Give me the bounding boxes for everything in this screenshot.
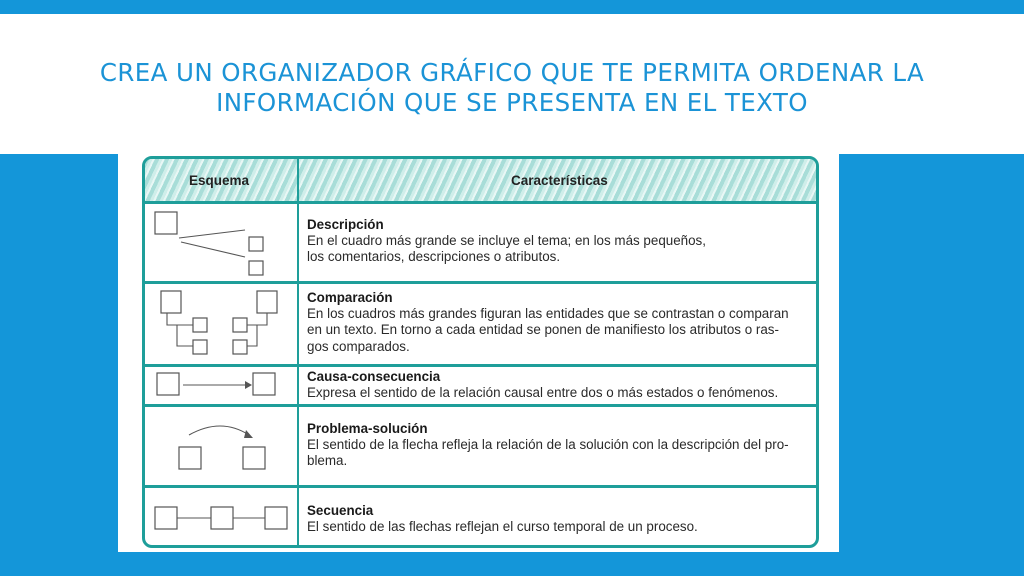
- top-blue-bar: [0, 0, 1024, 14]
- row-text: El sentido de la flecha refleja la relación de la solución con la descripción del pro-: [307, 437, 789, 453]
- descripcion-diagram: [149, 209, 293, 279]
- row-text: En los cuadros más grandes figuran las entidades que se contrastan o comparan: [307, 306, 789, 322]
- row-problema-solucion: [307, 421, 810, 470]
- row-comparacion: [307, 290, 810, 355]
- row-text: los comentarios, descripciones o atributos.: [307, 249, 561, 265]
- row-separator: [145, 364, 816, 367]
- header-caracteristicas: Características: [511, 173, 608, 188]
- row-descripcion: [307, 217, 810, 266]
- comparacion-diagram: [149, 288, 293, 362]
- row-title-comparacion: Comparación: [307, 290, 393, 305]
- schema-causa-consecuencia: [149, 370, 293, 400]
- organizer-figure: [118, 154, 839, 552]
- row-secuencia: [307, 503, 810, 535]
- row-text: Expresa el sentido de la relación causal entre dos o más estados o fenómenos.: [307, 385, 779, 401]
- slide-title-line-1: CREA UN ORGANIZADOR GRÁFICO QUE TE PERMITA ORDENAR LA: [99, 58, 925, 87]
- slide-title-line-2: INFORMACIÓN QUE SE PRESENTA EN EL TEXTO: [216, 88, 808, 117]
- row-title-problema-solucion: Problema-solución: [307, 421, 428, 436]
- title-band: [0, 14, 1024, 154]
- row-text: en un texto. En torno a cada entidad se ponen de manifiesto los atributos o ras-: [307, 322, 779, 338]
- schema-secuencia: [149, 504, 293, 534]
- causa-diagram: [149, 370, 293, 400]
- secuencia-diagram: [149, 504, 293, 534]
- row-causa-consecuencia: [307, 369, 810, 401]
- table-header: [145, 159, 816, 204]
- schema-descripcion: [149, 209, 293, 279]
- schema-comparacion: [149, 288, 293, 362]
- organizer-table: [142, 156, 819, 548]
- row-text: El sentido de las flechas reflejan el curso temporal de un proceso.: [307, 519, 698, 535]
- row-separator: [145, 281, 816, 284]
- row-separator: [145, 485, 816, 488]
- column-divider: [297, 204, 299, 548]
- row-text: gos comparados.: [307, 338, 410, 354]
- row-title-descripcion: Descripción: [307, 217, 384, 232]
- row-title-causa-consecuencia: Causa-consecuencia: [307, 369, 441, 384]
- problema-diagram: [149, 421, 293, 477]
- row-separator: [145, 404, 816, 407]
- slide-title: [40, 58, 984, 118]
- row-text: En el cuadro más grande se incluye el tema; en los más pequeños,: [307, 233, 706, 249]
- row-title-secuencia: Secuencia: [307, 503, 374, 518]
- row-text: blema.: [307, 453, 348, 469]
- header-divider: [297, 159, 299, 201]
- schema-problema-solucion: [149, 421, 293, 477]
- header-esquema: Esquema: [189, 173, 250, 188]
